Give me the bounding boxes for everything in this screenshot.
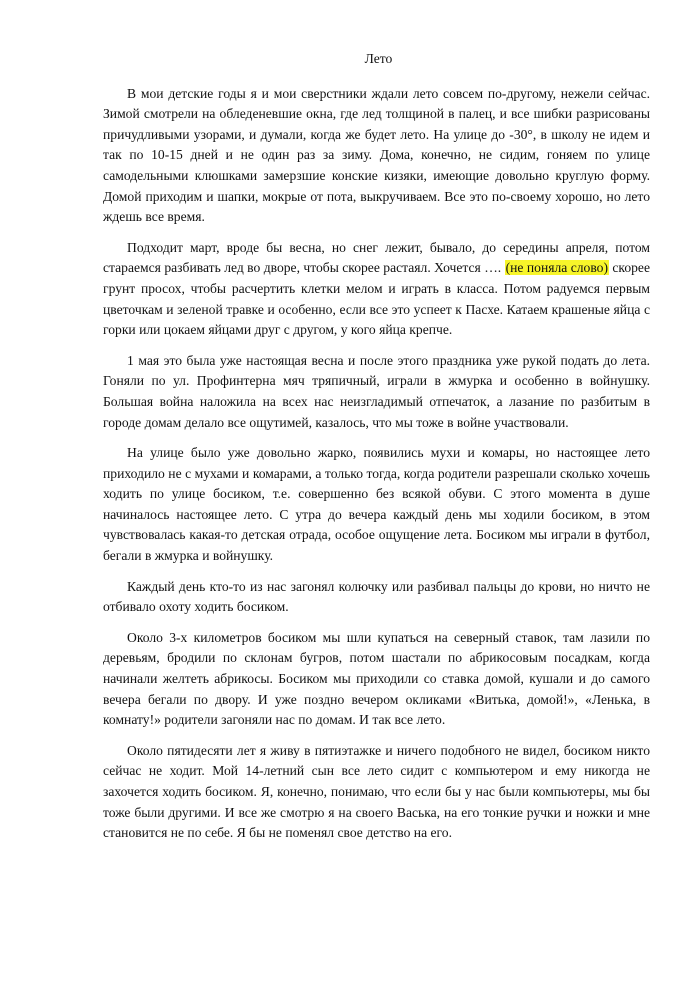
paragraph-2 xyxy=(103,238,650,341)
paragraph-1: В мои детские годы я и мои сверстники ждали лето совсем по-другому, нежели сейчас. Зимой смотрели на обледеневшие окна, где лед толщиной в палец, и все шибки разрисованы причудливыми узорами, и думали, когда же будет лето. На улице до -30°, в школу не идем и так по 10-15 дней и не один раз за зиму. Дома, конечно, не сидим, гоняем по улице самодельными клюшками замерзшие конские кизяки, имеющие довольно круглую форму. Домой приходим и шапки, мокрые от пота, выкручиваем. Все это по-своему хорошо, но лето ждешь все время. xyxy=(103,85,650,225)
paragraph-4: На улице было уже довольно жарко, появились мухи и комары, но настоящее лето приходило не с мухами и комарами, а только тогда, когда родители разрешали сколько хочешь ходить по улице босиком, т.е. совершенно без всякой обуви. С этого момента в душе начиналось настоящее лето. С утра до вечера каждый день мы ходили босиком, в этом чувствовалась какая-то детская отрада, особое ощущение лета. Босиком мы играли в футбол, бегали в жмурка и войнушку. xyxy=(103,445,650,564)
paragraph-3: 1 мая это была уже настоящая весна и после этого праздника уже рукой подать до лета. Гоняли по ул. Профинтерна мяч тряпичный, играли в жмурка и особенно в войнушку. Большая война наложила на всех нас неизгладимый отпечаток, а лазание по разбитым в городе домам делало все ощутимей, казалось, что мы тоже в войне участвовали. xyxy=(103,352,650,430)
paragraph-5: Каждый день кто-то из нас загонял колючку или разбивал пальцы до крови, но ничто не отбивало охоту ходить босиком. xyxy=(103,578,650,615)
paragraph-6: Около 3-х километров босиком мы шли купаться на северный ставок, там лазили по деревьям, бродили по склонам бугров, потом шастали по абрикосовым посадкам, когда начинали желтеть абрикосы. Босиком мы приходили со ставка домой, кушали и до самого вечера бегали по двору. И уже поздно вечером окликами «Витька, домой!», «Ленька, в комнату!» родители загоняли нас по домам. И так все лето. xyxy=(103,629,650,728)
document-body xyxy=(103,49,650,854)
paragraph-7: Около пятидесяти лет я живу в пятиэтажке и ничего подобного не видел, босиком никто сейчас не ходит. Мой 14-летний сын все лето сидит с компьютером и ему никогда не захочется ходить босиком. Я, конечно, понимаю, что если бы у нас были компьютеры, мы бы тоже были другими. И все же смотрю я на своего Васька, на его тонкие ручки и ножки и мне становится не по себе. Я бы не поменял свое детство на его. xyxy=(103,742,650,841)
paragraph-2-text-after: скорее грунт просох, чтобы расчертить клетки мелом и играть в класса. Потом радуемся первым цветочкам и зеленой травке и особенно, если все это успеет к Пасхе. Катаем крашеные яйца с горки или цокаем яйцами друг с другом, у кого яйца крепче. xyxy=(103,260,650,338)
highlighted-note: (не поняла слово) xyxy=(505,260,608,276)
paragraph-2-text-before: Подходит март, вроде бы весна, но снег лежит, бывало, до середины апреля, потом стараемся разбивать лед во дворе, чтобы скорее растаял. Хочется …. xyxy=(103,239,650,276)
document-title: Лето xyxy=(364,51,393,66)
